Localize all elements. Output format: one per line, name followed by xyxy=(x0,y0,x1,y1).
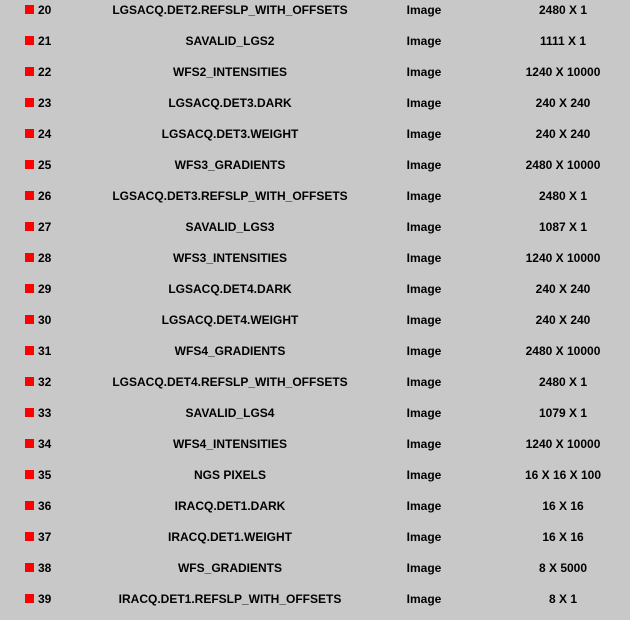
table-row xyxy=(0,93,630,124)
extension-index: 20 xyxy=(38,3,52,17)
extension-name: IRACQ.DET1.WEIGHT xyxy=(167,530,292,544)
select-marker-icon[interactable] xyxy=(25,5,34,14)
extension-size: 1240 X 10000 xyxy=(525,251,601,265)
select-marker-icon[interactable] xyxy=(25,98,34,107)
table-row xyxy=(0,558,630,589)
table-row xyxy=(0,434,630,465)
extension-name: WFS2_INTENSITIES xyxy=(172,65,288,79)
extension-name: LGSACQ.DET3.REFSLP_WITH_OFFSETS xyxy=(112,189,348,203)
extension-name: SAVALID_LGS2 xyxy=(185,34,275,48)
extension-size: 240 X 240 xyxy=(535,282,591,296)
extension-index: 34 xyxy=(38,437,52,451)
table-row xyxy=(0,62,630,93)
table-row xyxy=(0,403,630,434)
table-row xyxy=(0,279,630,310)
extension-type: Image xyxy=(406,375,442,389)
select-marker-icon[interactable] xyxy=(25,594,34,603)
extension-index: 38 xyxy=(38,561,52,575)
extension-name: WFS3_INTENSITIES xyxy=(172,251,288,265)
extension-type: Image xyxy=(406,437,442,451)
select-marker-icon[interactable] xyxy=(25,439,34,448)
extension-type: Image xyxy=(406,158,442,172)
extension-name: SAVALID_LGS3 xyxy=(185,220,275,234)
extension-size: 1111 X 1 xyxy=(539,34,587,48)
extension-type: Image xyxy=(406,530,442,544)
extension-type: Image xyxy=(406,406,442,420)
extension-name: LGSACQ.DET3.DARK xyxy=(168,96,292,110)
select-marker-icon[interactable] xyxy=(25,501,34,510)
table-row xyxy=(0,31,630,62)
extension-name: LGSACQ.DET4.DARK xyxy=(168,282,292,296)
extension-size: 8 X 1 xyxy=(548,592,578,606)
extension-index: 32 xyxy=(38,375,52,389)
extension-index: 24 xyxy=(38,127,52,141)
extension-size: 2480 X 10000 xyxy=(525,158,601,172)
extension-name: WFS3_GRADIENTS xyxy=(174,158,286,172)
extension-size: 1079 X 1 xyxy=(538,406,588,420)
select-marker-icon[interactable] xyxy=(25,532,34,541)
select-marker-icon[interactable] xyxy=(25,346,34,355)
extension-index: 37 xyxy=(38,530,52,544)
extension-index: 28 xyxy=(38,251,52,265)
select-marker-icon[interactable] xyxy=(25,253,34,262)
extension-size: 1240 X 10000 xyxy=(525,437,601,451)
table-row xyxy=(0,0,630,31)
select-marker-icon[interactable] xyxy=(25,470,34,479)
select-marker-icon[interactable] xyxy=(25,377,34,386)
extension-index: 29 xyxy=(38,282,52,296)
select-marker-icon[interactable] xyxy=(25,284,34,293)
table-row xyxy=(0,217,630,248)
extension-type: Image xyxy=(406,499,442,513)
extension-size: 240 X 240 xyxy=(535,313,591,327)
extension-size: 16 X 16 X 100 xyxy=(524,468,602,482)
extension-type: Image xyxy=(406,96,442,110)
select-marker-icon[interactable] xyxy=(25,408,34,417)
extension-index: 36 xyxy=(38,499,52,513)
extension-index: 35 xyxy=(38,468,52,482)
extension-index: 33 xyxy=(38,406,52,420)
extension-size: 16 X 16 xyxy=(542,499,584,513)
extension-name: LGSACQ.DET2.REFSLP_WITH_OFFSETS xyxy=(112,3,348,17)
extension-index: 25 xyxy=(38,158,52,172)
extension-index: 26 xyxy=(38,189,52,203)
extension-size: 2480 X 1 xyxy=(538,375,588,389)
extension-type: Image xyxy=(406,313,442,327)
extension-index: 21 xyxy=(38,34,52,48)
table-row xyxy=(0,124,630,155)
extension-name: NGS PIXELS xyxy=(193,468,267,482)
extension-size: 240 X 240 xyxy=(535,96,591,110)
extension-size: 1240 X 10000 xyxy=(525,65,601,79)
extension-index: 23 xyxy=(38,96,52,110)
extension-name: SAVALID_LGS4 xyxy=(185,406,275,420)
select-marker-icon[interactable] xyxy=(25,222,34,231)
extension-index: 39 xyxy=(38,592,52,606)
table-row xyxy=(0,341,630,372)
extension-type: Image xyxy=(406,468,442,482)
extension-type: Image xyxy=(406,344,442,358)
select-marker-icon[interactable] xyxy=(25,160,34,169)
extension-type: Image xyxy=(406,65,442,79)
extension-name: LGSACQ.DET4.WEIGHT xyxy=(161,313,299,327)
extension-type: Image xyxy=(406,189,442,203)
table-row xyxy=(0,372,630,403)
extension-name: LGSACQ.DET4.REFSLP_WITH_OFFSETS xyxy=(112,375,348,389)
extension-name: IRACQ.DET1.REFSLP_WITH_OFFSETS xyxy=(118,592,342,606)
extension-index: 22 xyxy=(38,65,52,79)
extension-type: Image xyxy=(406,220,442,234)
select-marker-icon[interactable] xyxy=(25,315,34,324)
extension-index: 31 xyxy=(38,344,52,358)
extension-index: 30 xyxy=(38,313,52,327)
extension-type: Image xyxy=(406,282,442,296)
table-row xyxy=(0,589,630,620)
extension-type: Image xyxy=(406,561,442,575)
extension-type: Image xyxy=(406,3,442,17)
extension-name: LGSACQ.DET3.WEIGHT xyxy=(161,127,299,141)
table-row xyxy=(0,465,630,496)
extension-type: Image xyxy=(406,34,442,48)
extension-size: 2480 X 10000 xyxy=(525,344,601,358)
extension-type: Image xyxy=(406,127,442,141)
extension-size: 16 X 16 xyxy=(542,530,584,544)
select-marker-icon[interactable] xyxy=(25,191,34,200)
table-row xyxy=(0,155,630,186)
select-marker-icon[interactable] xyxy=(25,129,34,138)
select-marker-icon[interactable] xyxy=(25,67,34,76)
table-row xyxy=(0,496,630,527)
extension-name: IRACQ.DET1.DARK xyxy=(174,499,286,513)
select-marker-icon[interactable] xyxy=(25,563,34,572)
extension-name: WFS_GRADIENTS xyxy=(177,561,282,575)
extension-index: 27 xyxy=(38,220,52,234)
select-marker-icon[interactable] xyxy=(25,36,34,45)
table-row xyxy=(0,248,630,279)
extension-size: 2480 X 1 xyxy=(538,3,588,17)
extension-size: 240 X 240 xyxy=(535,127,591,141)
extension-type: Image xyxy=(406,251,442,265)
extension-name: WFS4_INTENSITIES xyxy=(172,437,288,451)
table-row xyxy=(0,527,630,558)
extension-size: 1087 X 1 xyxy=(538,220,588,234)
extension-name: WFS4_GRADIENTS xyxy=(174,344,286,358)
extension-size: 2480 X 1 xyxy=(538,189,588,203)
extension-type: Image xyxy=(406,592,442,606)
table-row xyxy=(0,310,630,341)
table-row xyxy=(0,186,630,217)
extension-size: 8 X 5000 xyxy=(538,561,588,575)
